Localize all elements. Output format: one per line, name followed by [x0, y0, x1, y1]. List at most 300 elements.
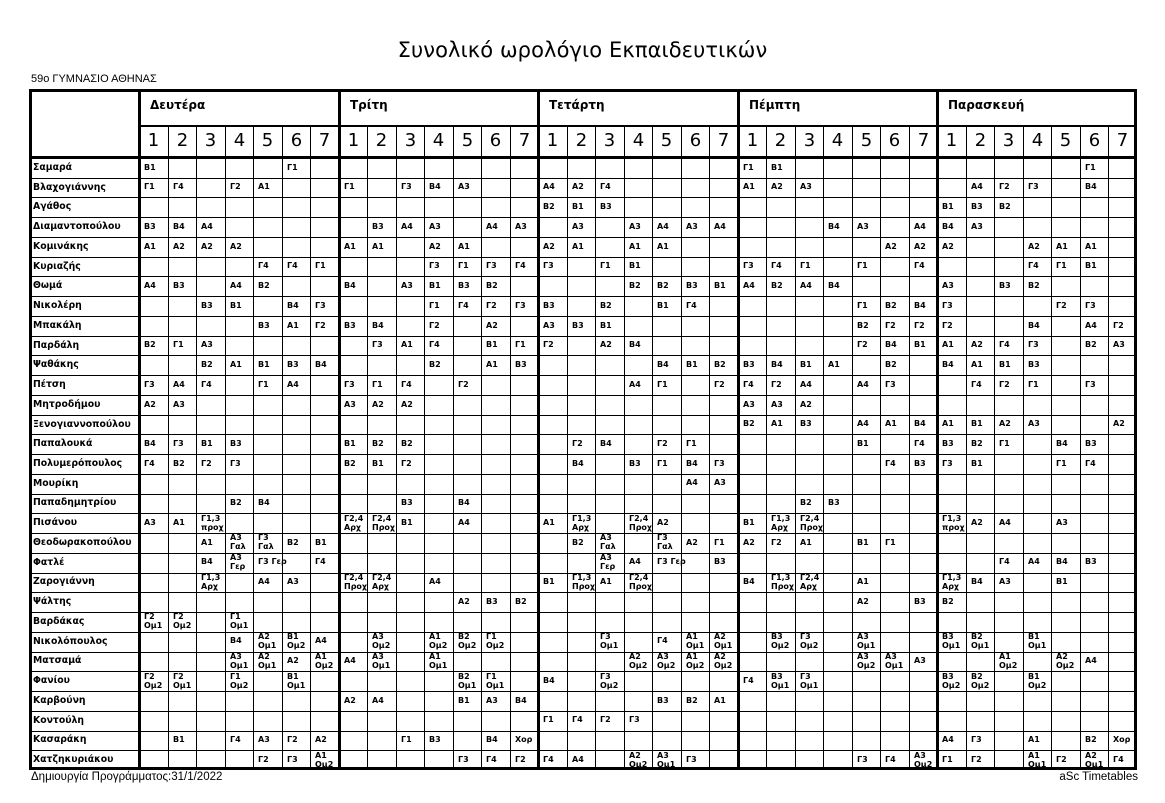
period-number: 7 [1116, 130, 1129, 151]
class-cell: Β2 [372, 439, 384, 448]
class-cell: Β2 [714, 360, 726, 369]
class-cell: Α4 [372, 696, 384, 705]
period-number: 6 [689, 130, 702, 151]
class-cell: Α3 [515, 222, 527, 231]
class-cell: Γ2 [657, 439, 668, 448]
period-number: 6 [489, 130, 502, 151]
class-cell: Β2 [885, 301, 897, 310]
class-cell: Α2 [1028, 242, 1040, 251]
period-divider [994, 126, 995, 770]
class-cell: Β3 [942, 439, 954, 448]
class-cell: Γ4 [657, 636, 668, 645]
class-cell: Γ1 [372, 380, 383, 389]
class-cell: Β2 [800, 498, 812, 507]
class-cell: Α3 Ομ2 [914, 751, 933, 769]
teacher-name: Παπαλουκά [33, 438, 93, 449]
class-cell: Γ1 [1028, 380, 1039, 389]
class-cell: Γ1 [344, 182, 355, 191]
class-cell: Β2 [572, 538, 584, 547]
class-cell: Α4 [315, 636, 327, 645]
class-cell: Γ1 [657, 459, 668, 468]
period-divider [823, 126, 824, 770]
class-cell: Β2 [258, 281, 270, 290]
class-cell: Β4 [771, 360, 783, 369]
class-cell: Γ3 [1085, 380, 1096, 389]
teacher-name: Βλαχογιάννης [33, 182, 106, 193]
class-cell: Γ3 Γερ [657, 557, 686, 566]
class-cell: Α1 [1056, 242, 1068, 251]
class-cell: Α4 [1085, 656, 1097, 665]
teacher-name: Μητροδήμου [33, 399, 101, 410]
period-divider [1108, 126, 1109, 770]
class-cell: Γ1 [287, 163, 298, 172]
class-cell: Α4 [344, 656, 356, 665]
class-cell: Α3 [999, 577, 1011, 586]
class-cell: Β2 [885, 360, 897, 369]
period-number: 4 [233, 130, 246, 151]
class-cell: Γ3 [144, 380, 155, 389]
class-cell: Β4 [885, 340, 897, 349]
class-cell: Β2 [1028, 281, 1040, 290]
class-cell: Β1 Ομ2 [287, 632, 306, 650]
class-cell: Α1 [401, 340, 413, 349]
class-cell: Α2 [1113, 419, 1125, 428]
class-cell: Γ4 [572, 715, 583, 724]
class-cell: Α2 [999, 419, 1011, 428]
class-cell: Γ4 [914, 261, 925, 270]
day-header: Τρίτη [350, 98, 388, 112]
class-cell: Α1 [942, 340, 954, 349]
class-cell: Γ2 [543, 340, 554, 349]
class-cell: Α1 Ομ2 [315, 751, 334, 769]
period-divider [225, 126, 226, 770]
header-bottom-border [29, 156, 1137, 159]
class-cell: Α1 [486, 360, 498, 369]
class-cell: Γ2 [458, 380, 469, 389]
class-cell: Β1 Ομ1 [1028, 632, 1047, 650]
class-cell: Α1 Ομ2 [429, 632, 448, 650]
class-cell: Γ1 Ομ1 [230, 612, 249, 630]
class-cell: Β4 [173, 222, 185, 231]
class-cell: Α4 [429, 577, 441, 586]
class-cell: Γ1 [800, 261, 811, 270]
class-cell: Β1 [401, 518, 413, 527]
class-cell: Α4 [458, 518, 470, 527]
class-cell: Β2 Ομ1 [458, 672, 477, 690]
class-cell: Α3 [857, 222, 869, 231]
class-cell: Α3 [1056, 518, 1068, 527]
teacher-name: Πισάνου [33, 517, 78, 528]
class-cell: Β3 [258, 321, 270, 330]
class-cell: Β1 [857, 538, 869, 547]
class-cell: Β2 Ομ2 [458, 632, 477, 650]
teacher-name: Παπαδημητρίου [33, 497, 117, 508]
class-cell: Β2 [173, 459, 185, 468]
class-cell: Β4 [828, 222, 840, 231]
class-cell: Γ2 [771, 538, 782, 547]
class-cell: Γ3 [743, 261, 754, 270]
class-cell: Γ1 [657, 380, 668, 389]
class-cell: Β4 [600, 439, 612, 448]
class-cell: Α3 [1028, 419, 1040, 428]
period-divider [567, 126, 568, 770]
class-cell: Β3 [429, 735, 441, 744]
class-cell: Γ2,4 Αρχ [372, 573, 392, 591]
class-cell: Β4 [914, 419, 926, 428]
class-cell: Α4 [572, 755, 584, 764]
class-cell: Γ4 [144, 459, 155, 468]
class-cell: Β3 [344, 321, 356, 330]
class-cell: Α2 Ομ1 [258, 632, 277, 650]
class-cell: Β2 [999, 202, 1011, 211]
class-cell: Β1 [771, 163, 783, 172]
class-cell: Α3 [714, 478, 726, 487]
class-cell: Γ1 [144, 182, 155, 191]
class-cell: Α1 [857, 577, 869, 586]
class-cell: Β1 [486, 340, 498, 349]
class-cell: Α1 [344, 242, 356, 251]
period-divider [595, 126, 596, 770]
period-number: 7 [717, 130, 730, 151]
class-cell: Β1 [429, 281, 441, 290]
class-cell: Α4 [686, 478, 698, 487]
day-divider [338, 89, 341, 770]
period-divider [1080, 126, 1081, 770]
class-cell: Γ3 [942, 301, 953, 310]
class-cell: Α1 [714, 696, 726, 705]
class-cell: Γ3 [458, 755, 469, 764]
class-cell: Α3 Γαλ [600, 533, 616, 551]
class-cell: Γ4 [201, 380, 212, 389]
class-cell: Β1 [714, 281, 726, 290]
class-cell: Β4 [486, 735, 498, 744]
class-cell: Γ2 [1113, 321, 1124, 330]
class-cell: Α2 [600, 340, 612, 349]
class-cell: Α2 Ομ2 [714, 652, 733, 670]
class-cell: Α1 [287, 321, 299, 330]
class-cell: Α4 [258, 577, 270, 586]
teacher-name: Καρβούνη [33, 695, 86, 706]
class-cell: Β3 [914, 459, 926, 468]
class-cell: Α1 [885, 419, 897, 428]
class-cell: Β2 [1085, 340, 1097, 349]
class-cell: Α3 Ομ2 [657, 652, 676, 670]
class-cell: Α4 [714, 222, 726, 231]
class-cell: Α2 [315, 735, 327, 744]
teacher-name: Νικολόπουλος [33, 636, 108, 647]
name-column-border [138, 89, 141, 770]
class-cell: Α3 [258, 735, 270, 744]
class-cell: Α3 [287, 577, 299, 586]
teacher-name: Φατλέ [33, 557, 65, 568]
class-cell: Α2 [857, 597, 869, 606]
class-cell: Α3 [942, 281, 954, 290]
class-cell: Α2 [344, 696, 356, 705]
class-cell: Α1 [572, 242, 584, 251]
class-cell: Β1 [657, 301, 669, 310]
class-cell: Β3 [572, 321, 584, 330]
class-cell: Α3 [914, 656, 926, 665]
class-cell: Γ2 [315, 321, 326, 330]
class-cell: Β4 [344, 281, 356, 290]
class-cell: Γ2 [486, 301, 497, 310]
day-header: Παρασκευή [948, 98, 1025, 112]
class-cell: Β2 [287, 538, 299, 547]
frame-bottom [29, 767, 1137, 770]
class-cell: Γ4 [885, 755, 896, 764]
class-cell: Β3 [828, 498, 840, 507]
class-cell: Β4 [657, 360, 669, 369]
period-divider [1051, 126, 1052, 770]
class-cell: Β2 [857, 321, 869, 330]
class-cell: Β4 [201, 557, 213, 566]
class-cell: Γ2 [999, 182, 1010, 191]
class-cell: Γ4 [999, 340, 1010, 349]
period-divider [709, 126, 710, 770]
period-number: 4 [632, 130, 645, 151]
class-cell: Γ4 [1113, 755, 1124, 764]
class-cell: Β2 [657, 281, 669, 290]
day-divider [537, 89, 540, 770]
class-cell: Β1 [999, 360, 1011, 369]
teacher-name: Ζαρογιάννη [33, 576, 95, 587]
class-cell: Β3 [914, 597, 926, 606]
class-cell: Α2 [144, 400, 156, 409]
class-cell: Α2 Ομ1 [258, 652, 277, 670]
class-cell: Γ2 [201, 459, 212, 468]
class-cell: Β1 [600, 321, 612, 330]
period-number: 1 [746, 130, 759, 151]
class-cell: Β1 [458, 696, 470, 705]
class-cell: Γ3 [372, 340, 383, 349]
period-number: 1 [546, 130, 559, 151]
period-divider [253, 126, 254, 770]
class-cell: Γ3 [315, 301, 326, 310]
class-cell: Α1 [600, 577, 612, 586]
class-cell: Β4 [287, 301, 299, 310]
class-cell: Β3 [515, 360, 527, 369]
period-number: 4 [831, 130, 844, 151]
class-cell: Γ4 [401, 380, 412, 389]
class-cell: Γ1 [942, 755, 953, 764]
class-cell: Γ4 [743, 380, 754, 389]
class-cell: Χορ [515, 735, 533, 744]
class-cell: Γ2 [771, 380, 782, 389]
class-cell: Β1 [971, 419, 983, 428]
class-cell: Γ4 [743, 676, 754, 685]
class-cell: Β3 [543, 301, 555, 310]
class-cell: Α4 [800, 281, 812, 290]
class-cell: Α4 [1028, 557, 1040, 566]
teacher-name: Χατζηκυριάκου [33, 754, 114, 765]
class-cell: Γ3 [1028, 182, 1039, 191]
class-cell: Β2 [600, 301, 612, 310]
class-cell: Γ4 [1028, 261, 1039, 270]
class-cell: Α2 [572, 182, 584, 191]
class-cell: Γ4 [315, 557, 326, 566]
class-cell: Β3 [629, 459, 641, 468]
class-cell: Γ1 [543, 715, 554, 724]
class-cell: Α3 [629, 222, 641, 231]
teacher-name: Παρδάλη [33, 340, 80, 351]
class-cell: Α4 [999, 518, 1011, 527]
class-cell: Β2 [344, 459, 356, 468]
class-cell: Γ2 [600, 715, 611, 724]
class-cell: Α4 [657, 222, 669, 231]
class-cell: Γ3 Ομ2 [600, 672, 619, 690]
class-cell: Α2 Ομ2 [1056, 652, 1075, 670]
class-cell: Α4 [201, 222, 213, 231]
teacher-name: Μουρίκη [33, 478, 79, 489]
class-cell: Β3 Ομ1 [942, 632, 961, 650]
class-cell: Γ2,4 Αρχ [344, 514, 364, 532]
class-cell: Α3 [344, 400, 356, 409]
class-cell: Α2 Ομ2 [629, 751, 648, 769]
class-cell: Β3 Ομ1 [771, 672, 790, 690]
class-cell: Β2 [743, 419, 755, 428]
class-cell: Α1 [828, 360, 840, 369]
class-cell: Γ1 [515, 340, 526, 349]
class-cell: Β3 [144, 222, 156, 231]
teacher-name: Ματσαμά [33, 655, 82, 666]
class-cell: Β2 [942, 597, 954, 606]
class-cell: Γ4 [287, 261, 298, 270]
class-cell: Γ3 [857, 755, 868, 764]
class-cell: Β3 [201, 301, 213, 310]
class-cell: Γ3 [686, 755, 697, 764]
class-cell: Β4 [458, 498, 470, 507]
class-cell: Β4 [258, 498, 270, 507]
period-divider [852, 126, 853, 770]
period-number: 3 [1002, 130, 1015, 151]
class-cell: Α2 [201, 242, 213, 251]
class-cell: Γ1 Ομ2 [486, 632, 505, 650]
teacher-name: Βαρδάκας [33, 616, 85, 627]
class-cell: Β3 [1085, 439, 1097, 448]
teacher-name: Θωμά [33, 280, 63, 291]
teacher-name: Κασαράκη [33, 734, 87, 745]
class-cell: Β1 [173, 735, 185, 744]
day-header-divider [139, 125, 1137, 127]
class-cell: Α2 [543, 242, 555, 251]
class-cell: Β4 [1056, 557, 1068, 566]
class-cell: Β1 [572, 202, 584, 211]
class-cell: Β3 [173, 281, 185, 290]
class-cell: Β1 [857, 439, 869, 448]
period-divider [424, 126, 425, 770]
class-cell: Β4 [429, 182, 441, 191]
period-number: 5 [660, 130, 673, 151]
class-cell: Α2 [429, 242, 441, 251]
class-cell: Γ4 [258, 261, 269, 270]
class-cell: Β1 Ομ2 [1028, 672, 1047, 690]
class-cell: Γ4 [173, 182, 184, 191]
class-cell: Α4 [486, 222, 498, 231]
class-cell: Β3 [401, 498, 413, 507]
class-cell: Β4 [629, 340, 641, 349]
class-cell: Γ1,3 Αρχ [201, 573, 221, 591]
class-cell: Β4 [686, 459, 698, 468]
class-cell: Β2 Ομ2 [971, 672, 990, 690]
period-number: 7 [518, 130, 531, 151]
period-number: 1 [147, 130, 160, 151]
class-cell: Β3 [486, 597, 498, 606]
class-cell: Β2 [429, 360, 441, 369]
period-number: 2 [375, 130, 388, 151]
period-number: 3 [803, 130, 816, 151]
class-cell: Α4 [401, 222, 413, 231]
class-cell: Α3 [144, 518, 156, 527]
class-cell: Γ1 [258, 380, 269, 389]
period-number: 2 [176, 130, 189, 151]
class-cell: Α1 [458, 242, 470, 251]
day-header: Πέμπτη [749, 98, 801, 112]
class-cell: Γ1,3 προχ [201, 514, 224, 532]
class-cell: Β1 [942, 202, 954, 211]
class-cell: Α3 [686, 222, 698, 231]
class-cell: Γ2 Ομ2 [173, 612, 192, 630]
class-cell: Α3 Γερ [600, 553, 616, 571]
class-cell: Α2 [287, 656, 299, 665]
class-cell: Γ2 Ομ1 [144, 612, 163, 630]
class-cell: Β1 [800, 360, 812, 369]
class-cell: Γ3 [230, 459, 241, 468]
class-cell: Α2 [486, 321, 498, 330]
class-cell: Α3 [543, 321, 555, 330]
class-cell: Α4 [230, 281, 242, 290]
class-cell: Β3 [743, 360, 755, 369]
class-cell: Γ4 [971, 380, 982, 389]
class-cell: Γ3 [486, 261, 497, 270]
class-cell: Γ3 Γαλ [258, 533, 274, 551]
class-cell: Α3 [800, 182, 812, 191]
class-cell: Γ2 [971, 755, 982, 764]
class-cell: Α4 [857, 419, 869, 428]
class-cell: Γ2 [429, 321, 440, 330]
class-cell: Γ2 [885, 321, 896, 330]
class-cell: Α3 [1113, 340, 1125, 349]
class-cell: Α3 [743, 400, 755, 409]
class-cell: Β1 [1056, 577, 1068, 586]
class-cell: Α2 [230, 242, 242, 251]
class-cell: Α3 [173, 400, 185, 409]
class-cell: Α1 [942, 419, 954, 428]
period-number: 1 [347, 130, 360, 151]
class-cell: Γ2 [714, 380, 725, 389]
period-divider [510, 126, 511, 770]
class-cell: Γ2,4 Αρχ [800, 573, 820, 591]
class-cell: Α2 Ομ1 [1085, 751, 1104, 769]
period-divider [681, 126, 682, 770]
class-cell: Β1 [543, 577, 555, 586]
period-divider [909, 126, 910, 770]
class-cell: Γ1,3 Αρχ [942, 573, 962, 591]
period-number: 7 [318, 130, 331, 151]
class-cell: Β1 [144, 163, 156, 172]
class-cell: Α4 [743, 281, 755, 290]
class-cell: Α4 [800, 380, 812, 389]
class-cell: Α1 Ομ1 [686, 632, 705, 650]
class-cell: Β4 [914, 301, 926, 310]
class-cell: Γ1 [315, 261, 326, 270]
class-cell: Γ3 [515, 301, 526, 310]
period-number: 3 [204, 130, 217, 151]
school-name: 59ο ΓΥΜΝΑΣΙΟ ΑΘΗΝΑΣ [31, 73, 157, 85]
class-cell: Α4 [1085, 321, 1097, 330]
class-cell: Α1 [372, 242, 384, 251]
period-divider [880, 126, 881, 770]
period-divider [652, 126, 653, 770]
